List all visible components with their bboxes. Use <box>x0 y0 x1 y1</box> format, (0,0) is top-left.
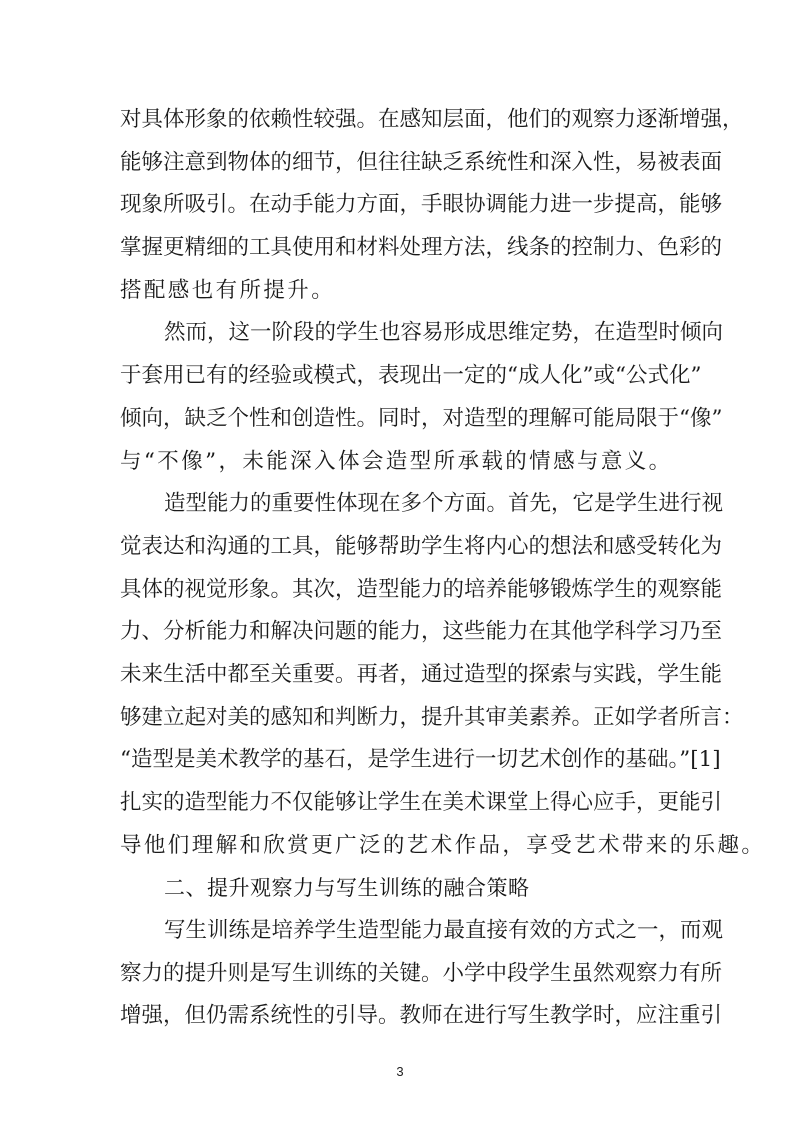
text-line: “造型是美术教学的基石，是学生进行一切艺术创作的基础。”[1] <box>120 747 721 773</box>
text-line: 倾向，缺乏个性和创造性。同时，对造型的理解可能局限于“像” <box>120 405 723 431</box>
text-line: 够建立起对美的感知和判断力，提升其审美素养。正如学者所言： <box>120 704 744 730</box>
paragraph-2 <box>120 312 724 483</box>
text-line: 于套用已有的经验或模式，表现出一定的“成人化”或“公式化” <box>120 363 702 389</box>
section-heading: 二、提升观察力与写生训练的融合策略 <box>164 876 530 901</box>
paragraph-3 <box>120 483 766 867</box>
text-line: 掌握更精细的工具使用和材料处理方法，线条的控制力、色彩的 <box>120 235 723 261</box>
text-line: 然而，这一阶段的学生也容易形成思维定势，在造型时倾向 <box>164 320 724 346</box>
text-line: 对具体形象的依赖性较强。在感知层面，他们的观察力逐渐增强， <box>120 107 744 132</box>
text-line: 觉表达和沟通的工具，能够帮助学生将内心的想法和感受转化为 <box>120 533 723 559</box>
document-body <box>120 99 766 1038</box>
text-line: 具体的视觉形象。其次，造型能力的培养能够锻炼学生的观察能 <box>120 576 723 602</box>
text-line: 增强，但仍需系统性的引导。教师在进行写生教学时，应注重引 <box>120 1003 723 1029</box>
text-line: 力、分析能力和解决问题的能力，这些能力在其他学科学习乃至 <box>120 619 723 645</box>
text-line: 与“不像”，未能深入体会造型所承载的情感与意义。 <box>120 448 673 474</box>
text-line: 写生训练是培养学生造型能力最直接有效的方式之一，而观 <box>164 918 724 944</box>
paragraph-1 <box>120 99 744 312</box>
paragraph-4 <box>120 910 724 1038</box>
text-line: 导他们理解和欣赏更广泛的艺术作品，享受艺术带来的乐趣。 <box>120 832 766 858</box>
text-line: 现象所吸引。在动手能力方面，手眼协调能力进一步提高，能够 <box>120 192 723 218</box>
text-line: 扎实的造型能力不仅能够让学生在美术课堂上得心应手，更能引 <box>120 790 723 815</box>
text-line: 搭配感也有所提升。 <box>120 277 336 303</box>
text-line: 察力的提升则是写生训练的关键。小学中段学生虽然观察力有所 <box>120 960 723 986</box>
page-number: 3 <box>396 1064 404 1079</box>
text-line: 未来生活中都至关重要。再者，通过造型的探索与实践，学生能 <box>120 661 723 687</box>
text-line: 造型能力的重要性体现在多个方面。首先，它是学生进行视 <box>164 491 724 517</box>
text-line: 能够注意到物体的细节，但往往缺乏系统性和深入性，易被表面 <box>120 149 723 175</box>
